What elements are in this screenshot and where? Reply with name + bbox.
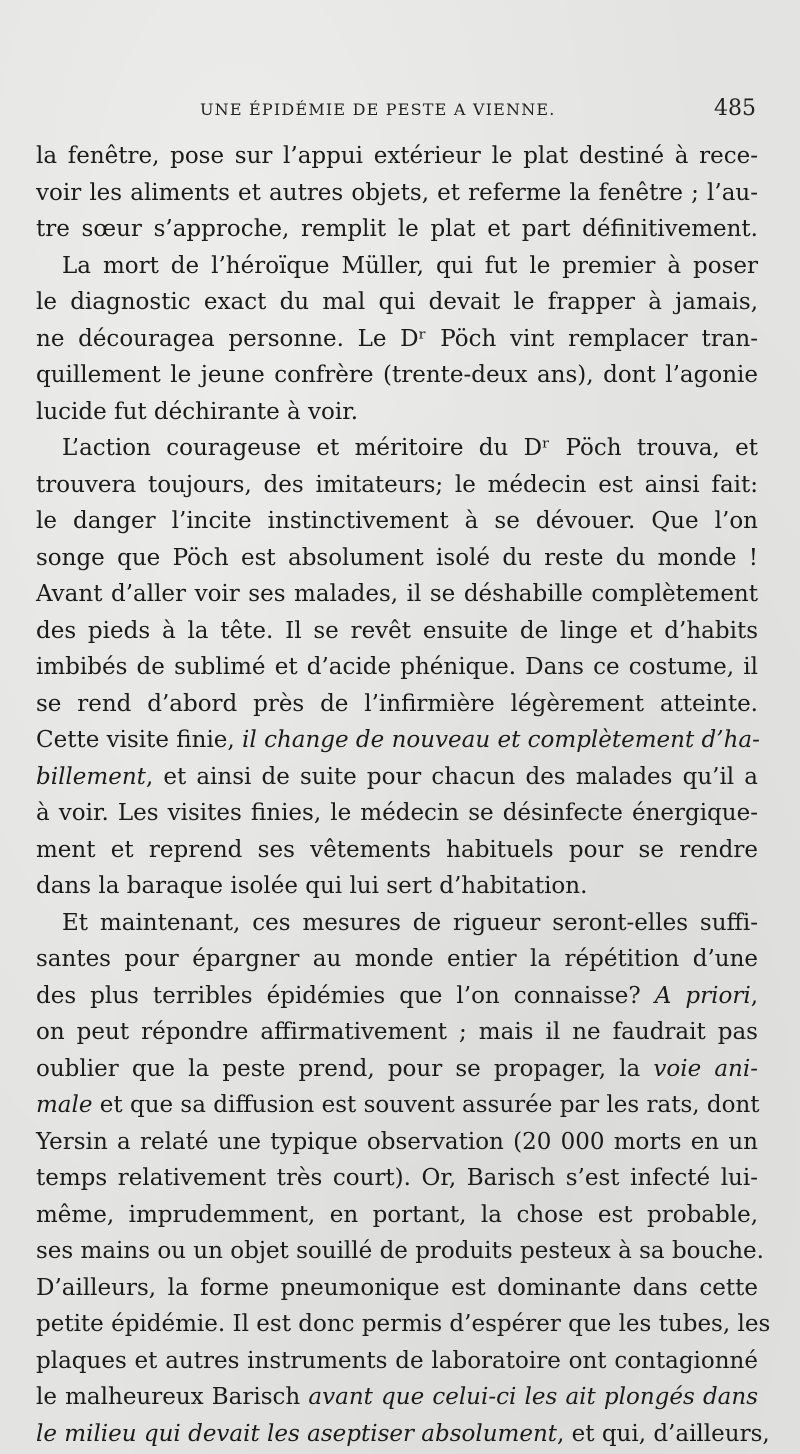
text-segment: La mort de l’héroïque Müller, qui fut le premier à poser	[62, 252, 758, 279]
text-segment: trouvera toujours, des imitateurs; le médecin est ainsi fait:	[36, 471, 758, 498]
running-title: UNE ÉPIDÉMIE DE PESTE A VIENNE.	[200, 100, 556, 119]
text-line	[36, 1014, 758, 1051]
italic-text: male	[36, 1092, 93, 1118]
text-line	[36, 686, 758, 723]
text-line	[36, 1160, 758, 1197]
text-line	[36, 1343, 758, 1380]
text-line	[36, 722, 758, 759]
text-line	[36, 1197, 758, 1234]
text-line	[36, 394, 758, 431]
text-line	[36, 321, 758, 358]
text-segment: Et maintenant, ces mesures de rigueur seront-elles suffi-	[62, 909, 758, 936]
text-line	[36, 284, 758, 321]
italic-text: il change de nouveau et complètement d’ha-	[242, 727, 760, 753]
text-line	[36, 175, 758, 212]
italic-text: billement	[36, 763, 146, 790]
text-segment: L’action courageuse et méritoire du Dʳ Pöch trouva, et	[62, 435, 758, 461]
text-segment: lucide fut déchirante à voir.	[36, 398, 358, 425]
text-segment: , et ainsi de suite pour chacun des malades qu’il a	[145, 763, 758, 790]
text-line	[36, 978, 758, 1015]
text-segment: , et qui, d’ailleurs,	[557, 1420, 770, 1447]
text-segment: temps relativement très court). Or, Barisch s’est infecté lui-	[36, 1165, 758, 1191]
text-segment: Cette visite finie,	[36, 727, 243, 753]
text-segment: ,	[750, 982, 758, 1009]
text-segment: le diagnostic exact du mal qui devait le frapper à jamais,	[36, 289, 758, 315]
text-line	[36, 832, 758, 869]
italic-text: le milieu qui devait les aseptiser absolument	[36, 1420, 558, 1447]
text-line	[36, 1087, 758, 1124]
text-line	[36, 1379, 758, 1416]
text-segment: D’ailleurs, la forme pneumonique est dominante dans cette	[36, 1274, 758, 1301]
text-segment: ment et reprend ses vêtements habituels pour se rendre	[36, 836, 758, 863]
text-segment: songe que Pöch est absolument isolé du reste du monde !	[36, 544, 758, 571]
text-segment: voir les aliments et autres objets, et referme la fenêtre ; l’au-	[36, 179, 758, 206]
text-line	[36, 430, 758, 467]
italic-text: voie ani-	[653, 1055, 758, 1082]
text-line	[36, 795, 758, 832]
text-segment: le danger l’incite instinctivement à se dévouer. Que l’on	[36, 508, 758, 534]
text-line	[36, 467, 758, 504]
text-line	[36, 941, 758, 978]
text-line	[36, 540, 758, 577]
text-segment: ses mains ou un objet souillé de produits pesteux à sa bouche.	[36, 1238, 764, 1264]
text-segment: quillement le jeune confrère (trente-deux ans), dont l’agonie	[36, 362, 758, 388]
text-segment: Yersin a relaté une typique observation (20 000 morts en un	[36, 1128, 758, 1155]
text-line	[36, 1124, 758, 1161]
text-segment: des pieds à la tête. Il se revêt ensuite de linge et d’habits	[36, 617, 758, 644]
text-segment: plaques et autres instruments de laboratoire ont contagionné	[36, 1347, 758, 1374]
text-segment: à voir. Les visites finies, le médecin se désinfecte énergique-	[36, 800, 758, 826]
text-segment: petite épidémie. Il est donc permis d’espérer que les tubes, les	[36, 1311, 771, 1337]
text-segment: oublier que la peste prend, pour se propager, la	[36, 1055, 654, 1082]
text-segment: Avant d’aller voir ses malades, il se déshabille complètement	[36, 581, 758, 607]
text-line	[36, 613, 758, 650]
text-segment: imbibés de sublimé et d’acide phénique. Dans ce costume, il	[36, 654, 758, 680]
text-line	[36, 211, 758, 248]
text-line	[36, 1306, 771, 1343]
text-segment: se rend d’abord près de l’infirmière légèrement atteinte.	[36, 690, 758, 717]
text-line	[36, 503, 758, 540]
text-line	[36, 357, 758, 394]
text-segment: la fenêtre, pose sur l’appui extérieur le plat destiné à rece-	[36, 143, 758, 169]
text-segment: des plus terribles épidémies que l’on connaisse?	[36, 982, 655, 1009]
text-segment: le malheureux Barisch	[36, 1384, 309, 1410]
body-text	[36, 138, 771, 1452]
text-segment: santes pour épargner au monde entier la répétition d’une	[36, 946, 758, 972]
text-line	[36, 649, 758, 686]
page-number: 485	[714, 96, 756, 121]
italic-text: A priori	[654, 982, 751, 1009]
text-segment: et que sa diffusion est souvent assurée par les rats, dont	[92, 1092, 760, 1118]
text-line	[36, 905, 758, 942]
text-line	[36, 759, 758, 796]
text-line	[36, 138, 758, 175]
text-line	[36, 1416, 770, 1453]
text-line	[36, 868, 758, 905]
text-line	[36, 1270, 758, 1307]
text-line	[36, 248, 758, 285]
text-segment: même, imprudemment, en portant, la chose est probable,	[36, 1201, 758, 1228]
text-segment: tre sœur s’approche, remplit le plat et part définitivement.	[36, 216, 758, 242]
text-line	[36, 1051, 758, 1088]
text-segment: on peut répondre affirmativement ; mais il ne faudrait pas	[36, 1019, 758, 1045]
italic-text: avant que celui-ci les ait plongés dans	[308, 1384, 758, 1410]
text-segment: dans la baraque isolée qui lui sert d’habitation.	[36, 873, 588, 899]
text-line	[36, 576, 758, 613]
text-line	[36, 1233, 764, 1270]
text-segment: ne découragea personne. Le Dʳ Pöch vint remplacer tran-	[36, 325, 758, 352]
